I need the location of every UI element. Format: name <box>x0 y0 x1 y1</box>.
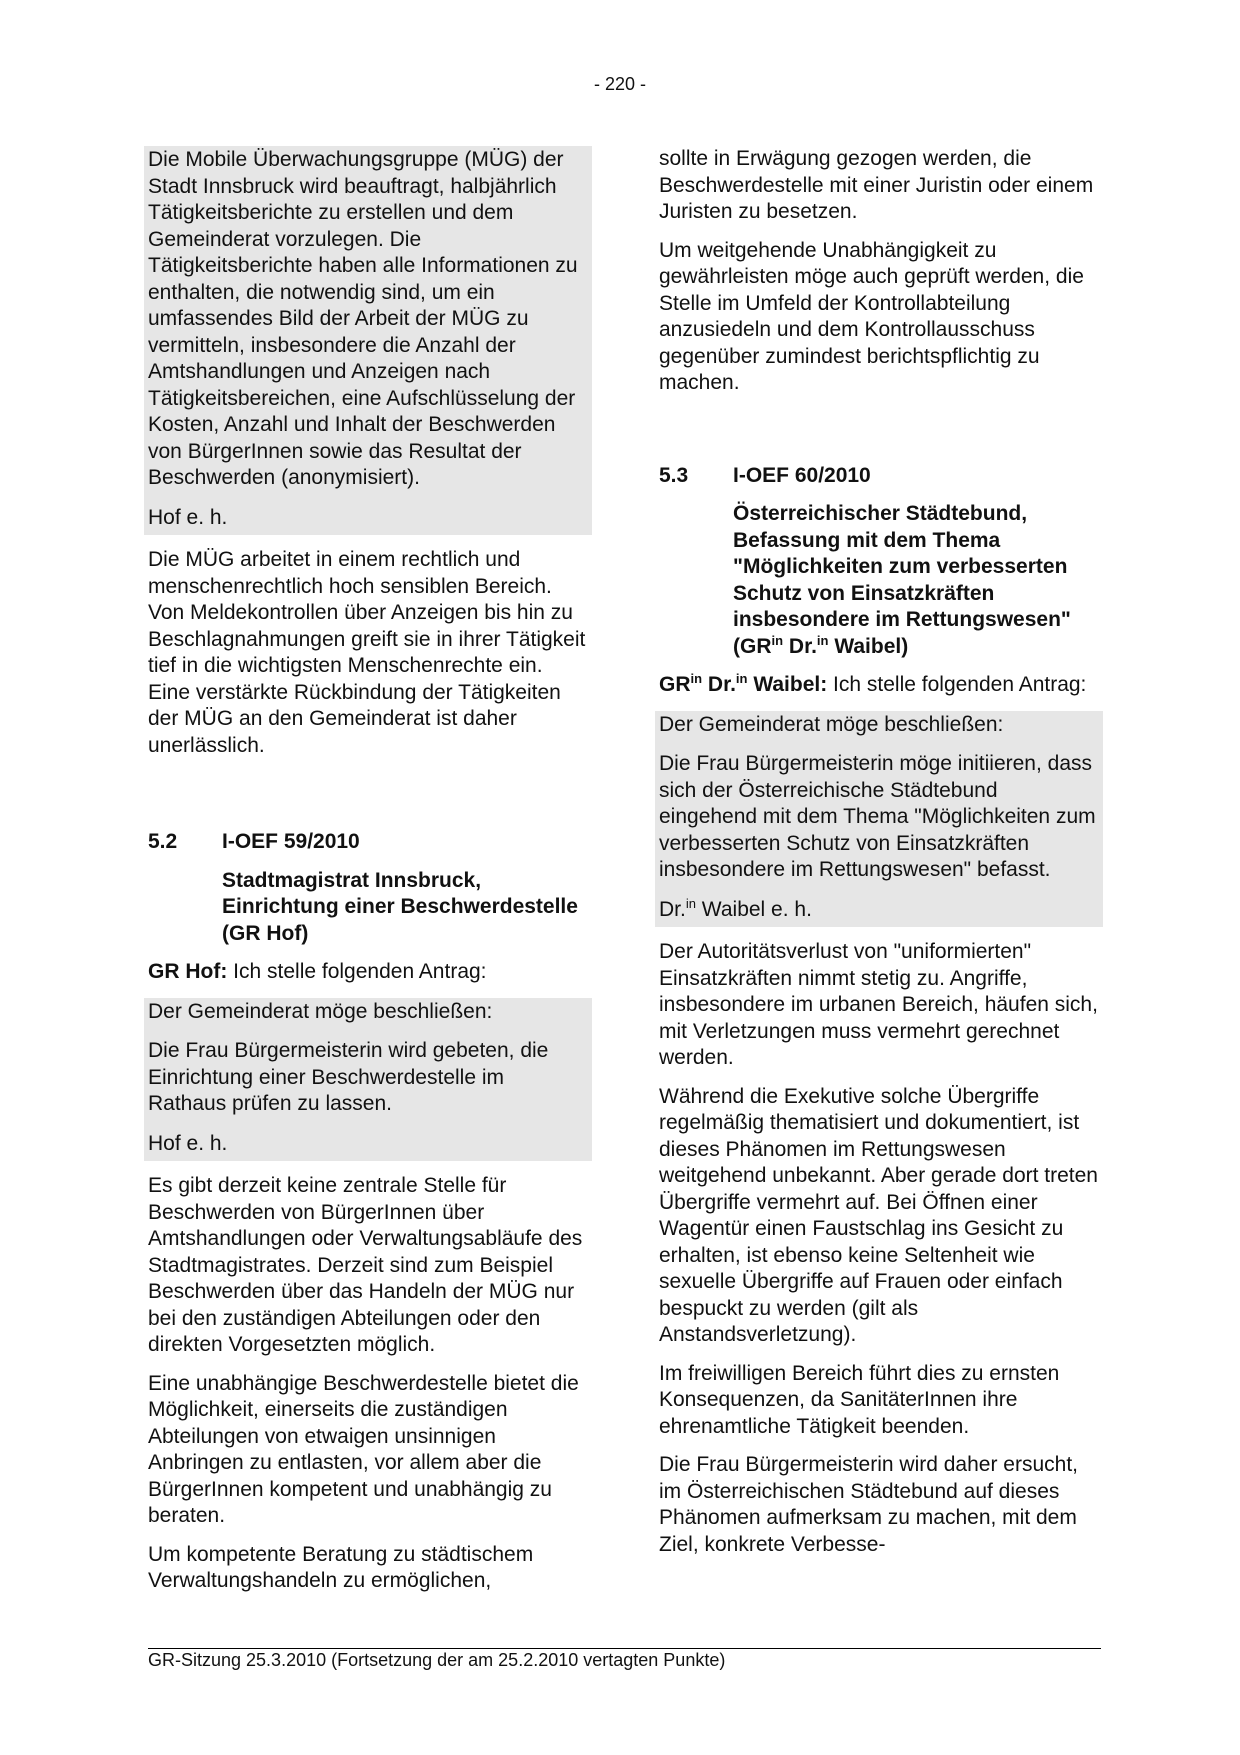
footer-text: GR-Sitzung 25.3.2010 (Fortsetzung der am 25.2.2010 vertagten Punkte) <box>148 1650 726 1670</box>
paragraph: sollte in Erwägung gezogen werden, die Beschwerdestelle mit einer Juristin oder einem Juristen zu besetzen. <box>659 147 1094 223</box>
paragraph: Es gibt derzeit keine zentrale Stelle für Beschwerden von BürgerInnen über Amtshandlungen oder Verwaltungsabläufe des Stadtmagistrates. Derzeit sind zum Beispiel Beschwerden über das Handeln der MÜG nur bei den zuständigen Abteilungen oder den direkten Vorgesetzten möglich. <box>148 1174 583 1356</box>
section-5-3-heading <box>659 463 1099 490</box>
paragraph: Um kompetente Beratung zu städtischem Verwaltungshandeln zu ermöglichen, <box>148 1542 534 1592</box>
footer-divider <box>148 1648 1101 1649</box>
section-5-3-speaker-line <box>659 672 1099 699</box>
superscript: in <box>685 895 696 911</box>
superscript: in <box>816 632 829 648</box>
superscript: in <box>690 671 703 686</box>
section-code: I-OEF 60/2010 <box>733 463 871 487</box>
superscript: in <box>771 632 784 648</box>
speaker-name <box>659 673 827 696</box>
shaded-motion-signature: Hof e. h. <box>144 492 592 536</box>
speaker-intro: Ich stelle folgenden Antrag: <box>227 960 487 983</box>
right-column <box>659 146 1099 1570</box>
paragraph: Der Autoritätsverlust von "uniformierten" Einsatzkräften nimmt stetig zu. Angriffe, insbesondere im urbanen Bereich, häufen sich, mit Verletzungen muss vermehrt gerechnet werden. <box>659 940 1098 1069</box>
speaker-text: Waibel: <box>747 673 828 696</box>
shaded-motion-signature <box>655 884 1103 928</box>
section-5-2-heading <box>148 829 588 856</box>
signature-text: Waibel e. h. <box>695 897 812 921</box>
signature-text: Dr. <box>659 897 686 921</box>
page-number: - 220 - <box>593 74 647 94</box>
section-5-2-title: Stadtmagistrat Innsbruck, Einrichtung einer Beschwerdestelle (GR Hof) <box>222 868 578 945</box>
shaded-motion-text: Die Mobile Überwachungsgruppe (MÜG) der Stadt Innsbruck wird beauftragt, halbjährlich Tätigkeitsberichte zu erstellen und dem Gemeinderat vorzulegen. Die Tätigkeitsberichte haben alle Informationen zu enthalten, die notwendig sind, um ein umfassendes Bild der Arbeit der MÜG zu vermitteln, insbesondere die Anzahl der Amtshandlungen und Anzeigen nach Tätigkeitsbereichen, eine Aufschlüsselung der Kosten, Anzahl und Inhalt der Beschwerden von BürgerInnen sowie das Resultat der Beschwerden (anonymisiert). <box>144 146 592 492</box>
shaded-motion-text: Die Frau Bürgermeisterin möge initiieren, dass sich der Österreichische Städtebund eingehend mit dem Thema "Möglichkeiten zum verbesserten Schutz von Einsatzkräften insbesondere im Rettungswesen" befasst. <box>655 738 1103 884</box>
spacer <box>659 409 1099 463</box>
section-5-3-title <box>733 501 1099 660</box>
superscript: in <box>735 671 748 686</box>
speaker-text: GR <box>659 673 691 696</box>
shaded-motion-header: Der Gemeinderat möge beschließen: <box>144 998 592 1026</box>
paragraph: Eine unabhängige Beschwerdestelle bietet die Möglichkeit, einerseits die zuständigen Abteilungen von etwaigen unsinnigen Anbringen zu entlasten, vor allem aber die BürgerInnen kompetent und unabhängig zu beraten. <box>148 1371 579 1527</box>
title-text: Österreichischer Städtebund, Befassung mit dem Thema "Möglichkeiten zum verbesserten Schutz von Einsatzkräften insbesondere im Rettungswesen" (GR <box>733 502 1071 658</box>
section-number: 5.2 <box>148 830 178 853</box>
paragraph: Die Frau Bürgermeisterin wird daher ersucht, im Österreichischen Städtebund auf dieses Phänomen aufmerksam zu machen, mit dem Ziel, konkrete Verbesse- <box>659 1453 1078 1556</box>
left-column <box>148 146 588 1607</box>
title-text: Dr. <box>783 634 817 658</box>
speaker-name: GR Hof: <box>148 960 228 983</box>
title-text: Waibel) <box>828 634 909 658</box>
paragraph: Während die Exekutive solche Übergriffe regelmäßig thematisiert und dokumentiert, ist dieses Phänomen im Rettungswesen weitgehend unbekannt. Aber gerade dort treten Übergriffe vermehrt auf. Bei Öffnen einer Wagentür einen Faustschlag ins Gesicht zu erhalten, ist ebenso keine Seltenheit wie sexuelle Übergriffe auf Frauen oder einfach bespuckt zu werden (gilt als Anstandsverletzung). <box>659 1084 1098 1346</box>
shaded-motion-text: Die Frau Bürgermeisterin wird gebeten, die Einrichtung einer Beschwerdestelle im Rathaus prüfen zu lassen. <box>144 1025 592 1118</box>
mueg-justification: Die MÜG arbeitet in einem rechtlich und menschenrechtlich hoch sensiblen Bereich. Von Meldekontrollen über Anzeigen bis hin zu Beschlagnahmungen greift sie in ihrer Tätigkeit tief in die wichtigsten Menschenrechte ein. Eine verstärkte Rückbindung der Tätigkeiten der MÜG an den Gemeinderat ist daher unerlässlich. <box>148 548 586 757</box>
spacer <box>148 771 588 829</box>
shaded-motion-signature: Hof e. h. <box>144 1118 592 1162</box>
section-5-2-speaker-line <box>148 959 588 986</box>
paragraph: Um weitgehende Unabhängigkeit zu gewährleisten möge auch geprüft werden, die Stelle im Umfeld der Kontrollabteilung anzusiedeln und dem Kontrollausschuss gegenüber zumindest berichtspflichtig zu machen. <box>659 238 1084 394</box>
section-number: 5.3 <box>659 463 689 487</box>
speaker-intro: Ich stelle folgenden Antrag: <box>827 673 1087 696</box>
paragraph: Im freiwilligen Bereich führt dies zu ernsten Konsequenzen, da SanitäterInnen ihre ehrenamtliche Tätigkeit beenden. <box>659 1361 1060 1438</box>
shaded-motion-header: Der Gemeinderat möge beschließen: <box>655 711 1103 739</box>
speaker-text: Dr. <box>702 673 736 696</box>
section-code: I-OEF 59/2010 <box>222 830 360 853</box>
